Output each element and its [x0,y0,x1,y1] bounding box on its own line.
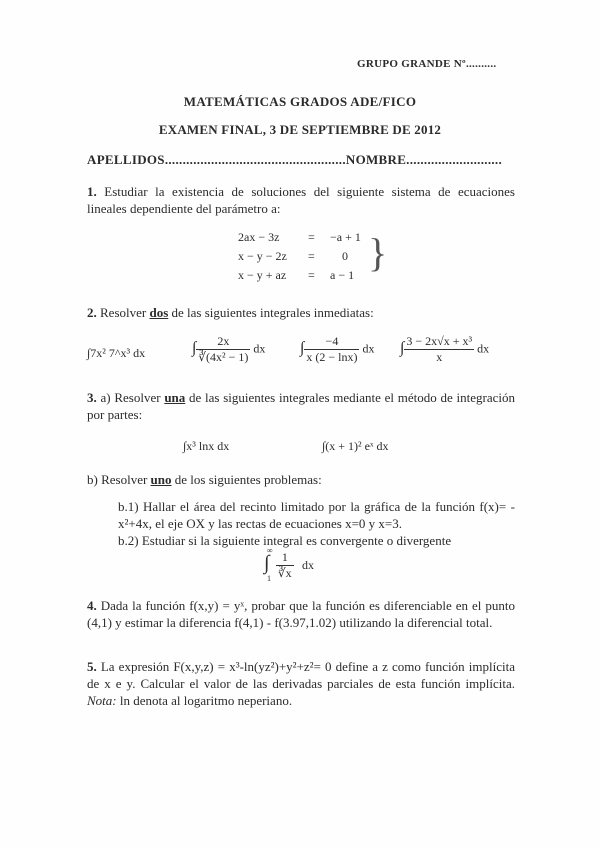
course-title: MATEMÁTICAS GRADOS ADE/FICO [183,94,417,109]
question-number: 5. [87,659,97,674]
note-label: Nota: [87,693,117,708]
question-5: 5. La expresión F(x,y,z) = x³-ln(yz²)+y²+z²= 0 define a z como función implícita de x e y. Calcular el valor de las derivadas parciales de esta función implícita. Nota: ln denota al logaritmo neperiano. [87,659,515,708]
integral-b: ∫(x + 1)² eˣ dx [322,439,389,453]
question-text: Estudiar la existencia de soluciones del siguiente sistema de ecuaciones lineales dependiente del parámetro a: [87,184,515,216]
integral-3: ∫ $\frac{-4}{x (2 - \ln x)}$ dx [300,334,375,364]
system-brace: } [368,230,388,275]
group-number-field: GRUPO GRANDE Nº.......... [357,58,497,70]
integral-1: ∫7x² 7^x³ dx [87,346,146,360]
question-number: 3. [87,390,97,405]
question-number: 2. [87,305,97,320]
integral-4: ∫ $\frac{\text{3 − 2x√x + x³}}{x}$ dx [400,334,490,364]
integral-a: ∫x³ lnx dx [183,439,230,453]
problem-b1: b.1) Hallar el área del recinto limitado por la gráfica de la función f(x)= -x²+4x, el eje OX y las rectas de ecuaciones x=0 y x=3. [118,499,515,531]
equation-row: x − y + az = a − 1 [238,268,355,282]
equation-row: 2ax − 3z = −a + 1 [238,230,361,244]
name-field: APELLIDOS...................................................NOMBRE........................... [87,152,503,167]
question-4: 4. Dada la función f(x,y) = yˣ, probar que la función es diferenciable en el punto (4,1) y estimar la diferencia f(4,1) - f(3.97,1.02) utilizando la diferencial total. [87,598,516,630]
exam-title: EXAMEN FINAL, 3 DE SEPTIEMBRE DE 2012 [158,122,442,137]
question-2: 2. Resolver dos de las siguientes integrales inmediatas: [87,305,374,320]
problem-b2: b.2) Estudiar si la siguiente integral es convergente o divergente [118,533,452,548]
question-number: 1. [87,184,97,199]
integral-2: ∫ $\frac{2x}{\text{∛(4x² − 1)}}$ dx [192,334,266,364]
exam-page: GRUPO GRANDE Nº.......... MATEMÁTICAS GRADOS ADE/FICO EXAMEN FINAL, 3 DE SEPTIEMBRE DE 2012 APELLIDOS...................................................NOMBRE........................... 1. Estudiar la existencia de soluciones del siguiente sistema de ecuaciones lineales dependiente del parámetro a: 2ax − 3z = −a + 1 x − y − 2z = 0 x − y + az = a − 1 } 2. Resolver dos de las siguientes integrales inmediatas: ∫7x² 7^x³ dx ∫ $\frac{2x}{\text{∛(4x² − 1)}}$ dx ∫ $\frac{-4}{x (2 - \ln x)}$ dx ∫ $\frac{\text{3 − 2x√x + x³}}{x}$ dx 3. a) Resolver una de las siguientes integrales mediante el método de integración por partes: ∫x³ lnx dx ∫(x + 1)² eˣ dx b) Resolver uno de los siguientes problemas: b.1) Hallar el área del recinto limitado por la gráfica de la función f(x)= -x²+4x, el eje OX y las rectas de ecuaciones x=0 y x=3. b.2) Estudiar si la siguiente integral es convergente o divergente ∞ ∫ 1 $\frac{1}{∛x}$ dx 4. Dada la función f(x,y) = yˣ, probar que la función es diferenciable en el punto (4,1) y estimar la diferencia f(4,1) - f(3.97,1.02) utilizando la diferencial total. 5. La expresión F(x,y,z) = x³-ln(yz²)+y²+z²= 0 define a z como función implícita de x e y. Calcular el valor de las derivadas parciales de esta función implícita. Nota: ln denota al logaritmo neperiano. [0,0,600,848]
question-3b: b) Resolver uno de los siguientes problemas: [87,472,322,487]
question-3a: 3. a) Resolver una de las siguientes integrales mediante el método de integración por partes: [87,390,516,422]
equation-system [230,226,388,284]
question-number: 4. [87,598,97,613]
question-1 [87,183,515,217]
equation-row: x − y − 2z = 0 [238,249,348,263]
